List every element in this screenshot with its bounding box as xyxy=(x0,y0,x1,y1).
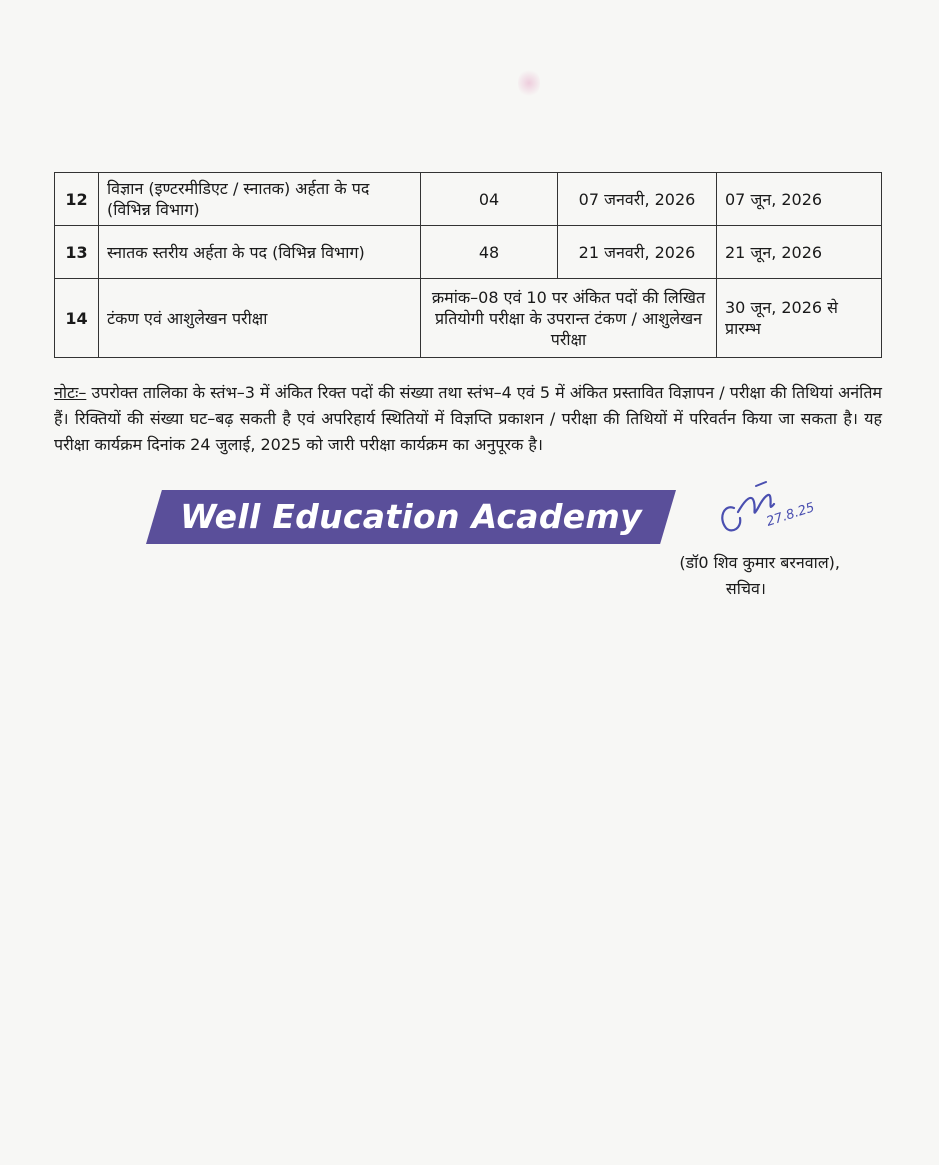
row-advertisement-date: 07 जनवरी, 2026 xyxy=(558,173,717,226)
table-row xyxy=(55,226,882,279)
signatory-designation: सचिव। xyxy=(725,579,766,598)
row-vacancy-count: 04 xyxy=(421,173,558,226)
row-exam-date: 21 जून, 2026 xyxy=(717,226,882,279)
row-post-name: टंकण एवं आशुलेखन परीक्षा xyxy=(99,279,421,358)
row-serial-number: 14 xyxy=(55,279,99,358)
handwritten-signature xyxy=(712,478,832,548)
watermark-text: Well Education Academy xyxy=(180,497,642,536)
row-serial-number: 13 xyxy=(55,226,99,279)
row-exam-date: 30 जून, 2026 से प्रारम्भ xyxy=(717,279,882,358)
page-edge xyxy=(939,0,945,1165)
row-serial-number: 12 xyxy=(55,173,99,226)
signature-date: 27.8.25 xyxy=(764,500,817,530)
signatory-name: (डॉ0 शिव कुमार बरनवाल), xyxy=(679,553,840,572)
row-advertisement-date: 21 जनवरी, 2026 xyxy=(558,226,717,279)
table-row xyxy=(55,279,882,358)
row-merged-remark: क्रमांक–08 एवं 10 पर अंकित पदों की लिखित प्रतियोगी परीक्षा के उपरान्त टंकण / आशुलेखन परीक्षा xyxy=(421,279,717,358)
ink-smudge xyxy=(518,68,540,98)
note-label: नोटः– xyxy=(54,383,87,402)
note-paragraph xyxy=(54,380,882,458)
table-row xyxy=(55,173,882,226)
row-post-name: स्नातक स्तरीय अर्हता के पद (विभिन्न विभाग) xyxy=(99,226,421,279)
row-post-name: विज्ञान (इण्टरमीडिएट / स्नातक) अर्हता के पद (विभिन्न विभाग) xyxy=(99,173,421,226)
row-exam-date: 07 जून, 2026 xyxy=(717,173,882,226)
exam-schedule-table xyxy=(54,172,882,358)
row-vacancy-count: 48 xyxy=(421,226,558,279)
note-text: उपरोक्त तालिका के स्तंभ–3 में अंकित रिक्त पदों की संख्या तथा स्तंभ–4 एवं 5 में अंकित प्रस्तावित विज्ञापन / परीक्षा की तिथियां अनंतिम हैं। रिक्तियों की संख्या घट–बढ़ सकती है एवं अपरिहार्य स्थितियों में विज्ञप्ति प्रकाशन / परीक्षा की तिथियों में परिवर्तन किया जा सकता है। यह परीक्षा कार्यक्रम दिनांक 24 जुलाई, 2025 को जारी परीक्षा कार्यक्रम का अनुपूरक है। xyxy=(54,383,883,454)
